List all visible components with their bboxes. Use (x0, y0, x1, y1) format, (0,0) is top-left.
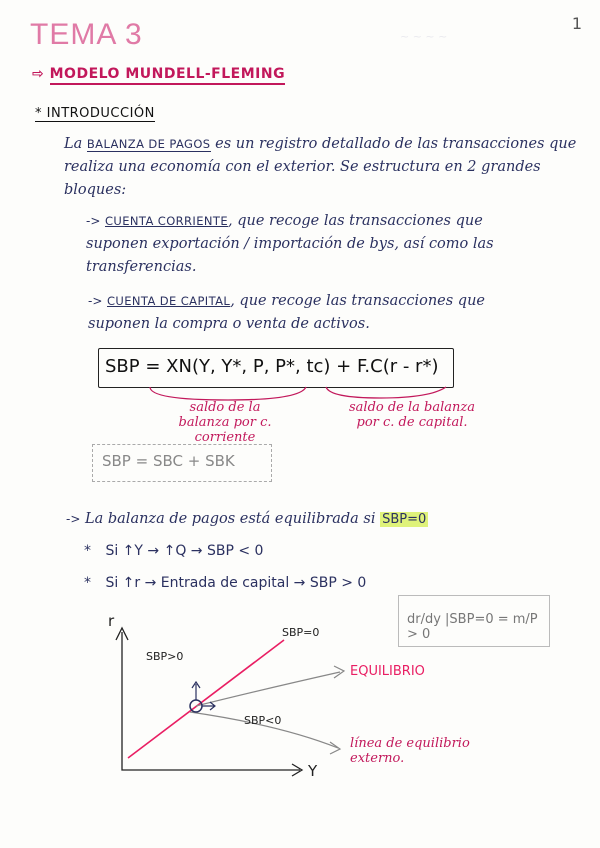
double-arrow-icon: ⇨ (32, 66, 45, 82)
intro-heading: * INTRODUCCIÓN (35, 106, 155, 121)
y-axis-label: Y (308, 762, 318, 780)
sbp-positive-label: SBP>0 (146, 650, 184, 663)
equilibrium-statement: -> La balanza de pagos está equilibrada si SBP=0 (66, 511, 427, 527)
line-caption: línea de equilibrio externo. (350, 736, 470, 766)
arrow-icon: -> (86, 214, 101, 228)
r-axis-label: r (108, 612, 115, 630)
section-heading-text: MODELO MUNDELL-FLEMING (50, 66, 285, 85)
balanza-term: BALANZA DE PAGOS (86, 137, 211, 151)
identity-formula: SBP = SBC + SBK (102, 452, 235, 470)
sbp-formula: SBP = XN(Y, Y*, P, P*, tc) + F.C(r - r*) (105, 356, 439, 377)
bleed-text: ~ ~ ~ ~ (400, 30, 448, 43)
equilibrio-label: EQUILIBRIO (350, 664, 425, 679)
block-cuenta-capital: -> CUENTA DE CAPITAL, que recoge las transacciones que suponen la compra o venta de activos. (88, 293, 485, 332)
caption-corriente: saldo de la balanza por c. corriente (178, 400, 272, 445)
bullet-y-increase: * Si ↑Y → ↑Q → SBP < 0 (84, 543, 264, 559)
bullet-r-increase: * Si ↑r → Entrada de capital → SBP > 0 (84, 575, 367, 591)
arrow-icon: -> (66, 512, 81, 526)
cuenta-capital-label: CUENTA DE CAPITAL (107, 294, 231, 308)
caption-capital: saldo de la balanza por c. de capital. (348, 400, 475, 430)
page-number: 1 (571, 14, 582, 33)
intro-paragraph: La BALANZA DE PAGOS es un registro detallado de las transacciones que realiza una economía con el exterior. Se estructura en 2 grandes bloques: (64, 136, 577, 198)
page-title: TEMA 3 (30, 18, 143, 51)
arrow-icon: -> (88, 294, 103, 308)
block-cuenta-corriente: -> CUENTA CORRIENTE, que recoge las transacciones que suponen exportación / importación de bys, así como las transferencias. (86, 213, 494, 275)
sbp-negative-label: SBP<0 (244, 714, 282, 727)
sbp-zero-label: SBP=0 (282, 626, 320, 639)
sbp-zero-highlight: SBP=0 (382, 512, 427, 527)
derivative-box: dr/dy |SBP=0 = m/P > 0 (398, 595, 550, 647)
cuenta-corriente-label: CUENTA CORRIENTE (105, 214, 228, 228)
